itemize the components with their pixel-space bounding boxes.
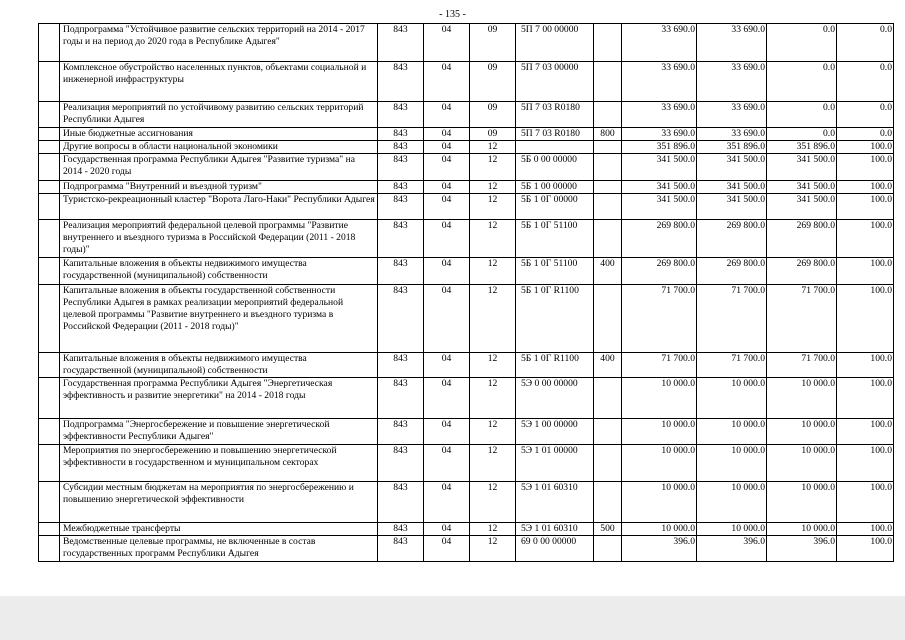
item-name-cell: Туристско-рекреационный кластер "Ворота Лаго-Наки" Республики Адыгея — [60, 194, 378, 220]
amount-1-cell: 351 896.0 — [622, 141, 697, 154]
amount-3-cell: 10 000.0 — [767, 419, 837, 445]
row-blank-cell — [39, 258, 60, 285]
row-blank-cell — [39, 181, 60, 194]
scan-bottom-margin — [0, 596, 905, 640]
section-code-cell: 04 — [424, 445, 470, 482]
table-row — [39, 154, 894, 181]
percent-cell: 100.0 — [837, 154, 894, 181]
section-code-cell: 04 — [424, 482, 470, 523]
target-article-code-cell: 5Э 1 01 00000 — [516, 445, 594, 482]
percent-cell: 100.0 — [837, 482, 894, 523]
amount-1-cell: 269 800.0 — [622, 258, 697, 285]
amount-2-cell: 341 500.0 — [697, 194, 767, 220]
row-blank-cell — [39, 128, 60, 141]
subsection-code-cell: 12 — [470, 523, 516, 536]
dept-code-cell: 843 — [378, 62, 424, 102]
dept-code-cell: 843 — [378, 445, 424, 482]
percent-cell: 100.0 — [837, 523, 894, 536]
budget-table — [38, 23, 894, 562]
percent-cell: 100.0 — [837, 220, 894, 258]
subsection-code-cell: 12 — [470, 181, 516, 194]
amount-1-cell: 10 000.0 — [622, 482, 697, 523]
expense-type-code-cell — [594, 220, 622, 258]
expense-type-code-cell — [594, 536, 622, 562]
percent-cell: 100.0 — [837, 258, 894, 285]
section-code-cell: 04 — [424, 220, 470, 258]
expense-type-code-cell — [594, 62, 622, 102]
expense-type-code-cell: 400 — [594, 258, 622, 285]
row-blank-cell — [39, 285, 60, 353]
amount-3-cell: 10 000.0 — [767, 523, 837, 536]
subsection-code-cell: 12 — [470, 445, 516, 482]
target-article-code-cell: 5Б 1 0Г R1100 — [516, 285, 594, 353]
target-article-code-cell — [516, 141, 594, 154]
row-blank-cell — [39, 482, 60, 523]
target-article-code-cell: 5Э 0 00 00000 — [516, 378, 594, 419]
percent-cell: 100.0 — [837, 378, 894, 419]
amount-3-cell: 0.0 — [767, 24, 837, 62]
dept-code-cell: 843 — [378, 128, 424, 141]
section-code-cell: 04 — [424, 141, 470, 154]
amount-3-cell: 341 500.0 — [767, 154, 837, 181]
amount-2-cell: 71 700.0 — [697, 353, 767, 378]
amount-3-cell: 10 000.0 — [767, 482, 837, 523]
amount-3-cell: 269 800.0 — [767, 258, 837, 285]
percent-cell: 100.0 — [837, 445, 894, 482]
amount-3-cell: 0.0 — [767, 128, 837, 141]
subsection-code-cell: 09 — [470, 62, 516, 102]
section-code-cell: 04 — [424, 154, 470, 181]
dept-code-cell: 843 — [378, 482, 424, 523]
expense-type-code-cell — [594, 445, 622, 482]
amount-2-cell: 269 800.0 — [697, 220, 767, 258]
target-article-code-cell: 5Б 1 0Г R1100 — [516, 353, 594, 378]
subsection-code-cell: 12 — [470, 419, 516, 445]
amount-2-cell: 10 000.0 — [697, 445, 767, 482]
target-article-code-cell: 5П 7 03 00000 — [516, 62, 594, 102]
dept-code-cell: 843 — [378, 285, 424, 353]
expense-type-code-cell — [594, 181, 622, 194]
amount-3-cell: 10 000.0 — [767, 378, 837, 419]
table-row — [39, 220, 894, 258]
dept-code-cell: 843 — [378, 523, 424, 536]
table-row — [39, 141, 894, 154]
percent-cell: 100.0 — [837, 141, 894, 154]
amount-1-cell: 341 500.0 — [622, 194, 697, 220]
percent-cell: 0.0 — [837, 24, 894, 62]
row-blank-cell — [39, 24, 60, 62]
row-blank-cell — [39, 419, 60, 445]
item-name-cell: Капитальные вложения в объекты недвижимого имущества государственной (муниципальной) собственности — [60, 258, 378, 285]
percent-cell: 100.0 — [837, 419, 894, 445]
expense-type-code-cell — [594, 154, 622, 181]
section-code-cell: 04 — [424, 523, 470, 536]
subsection-code-cell: 09 — [470, 24, 516, 62]
subsection-code-cell: 12 — [470, 154, 516, 181]
percent-cell: 100.0 — [837, 536, 894, 562]
expense-type-code-cell — [594, 419, 622, 445]
item-name-cell: Субсидии местным бюджетам на мероприятия по энергосбережению и повышению энергетической эффективности — [60, 482, 378, 523]
amount-1-cell: 396.0 — [622, 536, 697, 562]
amount-1-cell: 33 690.0 — [622, 62, 697, 102]
dept-code-cell: 843 — [378, 102, 424, 128]
amount-1-cell: 10 000.0 — [622, 445, 697, 482]
table-row — [39, 285, 894, 353]
row-blank-cell — [39, 194, 60, 220]
amount-3-cell: 341 500.0 — [767, 194, 837, 220]
item-name-cell: Капитальные вложения в объекты государственной собственности Республики Адыгея в рамках реализации мероприятий федеральной целевой программы "Развитие внутреннего и въездного туризма в Российской Федерации (2011 - 2018 годы)" — [60, 285, 378, 353]
expense-type-code-cell — [594, 24, 622, 62]
expense-type-code-cell: 800 — [594, 128, 622, 141]
amount-3-cell: 269 800.0 — [767, 220, 837, 258]
item-name-cell: Подпрограмма "Устойчивое развитие сельских территорий на 2014 - 2017 годы и на период до 2020 года в Республике Адыгея" — [60, 24, 378, 62]
item-name-cell: Подпрограмма "Внутренний и въездной туризм" — [60, 181, 378, 194]
item-name-cell: Государственная программа Республики Адыгея "Развитие туризма" на 2014 - 2020 годы — [60, 154, 378, 181]
amount-1-cell: 341 500.0 — [622, 181, 697, 194]
amount-2-cell: 341 500.0 — [697, 181, 767, 194]
subsection-code-cell: 12 — [470, 285, 516, 353]
table-row — [39, 62, 894, 102]
target-article-code-cell: 5Б 1 0Г 51100 — [516, 258, 594, 285]
item-name-cell: Реализация мероприятий по устойчивому развитию сельских территорий Республики Адыгея — [60, 102, 378, 128]
amount-1-cell: 269 800.0 — [622, 220, 697, 258]
amount-3-cell: 71 700.0 — [767, 285, 837, 353]
table-row — [39, 128, 894, 141]
target-article-code-cell: 5Б 0 00 00000 — [516, 154, 594, 181]
amount-1-cell: 33 690.0 — [622, 102, 697, 128]
section-code-cell: 04 — [424, 181, 470, 194]
table-row — [39, 353, 894, 378]
amount-3-cell: 351 896.0 — [767, 141, 837, 154]
item-name-cell: Межбюджетные трансферты — [60, 523, 378, 536]
dept-code-cell: 843 — [378, 24, 424, 62]
subsection-code-cell: 12 — [470, 378, 516, 419]
expense-type-code-cell: 500 — [594, 523, 622, 536]
dept-code-cell: 843 — [378, 141, 424, 154]
expense-type-code-cell — [594, 141, 622, 154]
target-article-code-cell: 5П 7 03 R0180 — [516, 102, 594, 128]
row-blank-cell — [39, 523, 60, 536]
subsection-code-cell: 12 — [470, 141, 516, 154]
amount-2-cell: 10 000.0 — [697, 419, 767, 445]
amount-1-cell: 33 690.0 — [622, 24, 697, 62]
item-name-cell: Иные бюджетные ассигнования — [60, 128, 378, 141]
item-name-cell: Государственная программа Республики Адыгея "Энергетическая эффективность и развитие энергетики" на 2014 - 2018 годы — [60, 378, 378, 419]
row-blank-cell — [39, 141, 60, 154]
percent-cell: 0.0 — [837, 62, 894, 102]
amount-1-cell: 10 000.0 — [622, 523, 697, 536]
subsection-code-cell: 12 — [470, 353, 516, 378]
dept-code-cell: 843 — [378, 181, 424, 194]
item-name-cell: Подпрограмма "Энергосбережение и повышение энергетической эффективности Республики Адыгея" — [60, 419, 378, 445]
dept-code-cell: 843 — [378, 258, 424, 285]
section-code-cell: 04 — [424, 194, 470, 220]
amount-2-cell: 33 690.0 — [697, 128, 767, 141]
table-row — [39, 419, 894, 445]
dept-code-cell: 843 — [378, 353, 424, 378]
percent-cell: 100.0 — [837, 285, 894, 353]
table-row — [39, 445, 894, 482]
row-blank-cell — [39, 102, 60, 128]
section-code-cell: 04 — [424, 128, 470, 141]
subsection-code-cell: 12 — [470, 220, 516, 258]
item-name-cell: Капитальные вложения в объекты недвижимого имущества государственной (муниципальной) собственности — [60, 353, 378, 378]
subsection-code-cell: 12 — [470, 536, 516, 562]
row-blank-cell — [39, 445, 60, 482]
percent-cell: 100.0 — [837, 181, 894, 194]
amount-2-cell: 10 000.0 — [697, 523, 767, 536]
table-row — [39, 258, 894, 285]
section-code-cell: 04 — [424, 258, 470, 285]
expense-type-code-cell — [594, 194, 622, 220]
table-row — [39, 536, 894, 562]
target-article-code-cell: 5П 7 03 R0180 — [516, 128, 594, 141]
amount-1-cell: 33 690.0 — [622, 128, 697, 141]
amount-2-cell: 10 000.0 — [697, 482, 767, 523]
row-blank-cell — [39, 62, 60, 102]
subsection-code-cell: 09 — [470, 128, 516, 141]
row-blank-cell — [39, 220, 60, 258]
amount-2-cell: 396.0 — [697, 536, 767, 562]
dept-code-cell: 843 — [378, 536, 424, 562]
row-blank-cell — [39, 154, 60, 181]
table-row — [39, 482, 894, 523]
item-name-cell: Реализация мероприятий федеральной целевой программы "Развитие внутреннего и въездного туризма в Российской Федерации (2011 - 2018 годы)" — [60, 220, 378, 258]
table-row — [39, 181, 894, 194]
amount-1-cell: 10 000.0 — [622, 419, 697, 445]
amount-3-cell: 0.0 — [767, 102, 837, 128]
target-article-code-cell: 5Э 1 01 60310 — [516, 482, 594, 523]
dept-code-cell: 843 — [378, 378, 424, 419]
row-blank-cell — [39, 378, 60, 419]
table-row — [39, 378, 894, 419]
amount-1-cell: 71 700.0 — [622, 353, 697, 378]
row-blank-cell — [39, 536, 60, 562]
target-article-code-cell: 5Б 1 00 00000 — [516, 181, 594, 194]
section-code-cell: 04 — [424, 285, 470, 353]
section-code-cell: 04 — [424, 378, 470, 419]
amount-3-cell: 0.0 — [767, 62, 837, 102]
section-code-cell: 04 — [424, 536, 470, 562]
amount-3-cell: 341 500.0 — [767, 181, 837, 194]
dept-code-cell: 843 — [378, 154, 424, 181]
table-row — [39, 194, 894, 220]
dept-code-cell: 843 — [378, 220, 424, 258]
amount-1-cell: 341 500.0 — [622, 154, 697, 181]
page-number: - 135 - — [439, 9, 466, 20]
amount-2-cell: 10 000.0 — [697, 378, 767, 419]
expense-type-code-cell — [594, 285, 622, 353]
amount-1-cell: 71 700.0 — [622, 285, 697, 353]
target-article-code-cell: 5Э 1 01 60310 — [516, 523, 594, 536]
amount-2-cell: 351 896.0 — [697, 141, 767, 154]
amount-2-cell: 33 690.0 — [697, 62, 767, 102]
item-name-cell: Другие вопросы в области национальной экономики — [60, 141, 378, 154]
amount-2-cell: 71 700.0 — [697, 285, 767, 353]
amount-3-cell: 10 000.0 — [767, 445, 837, 482]
item-name-cell: Мероприятия по энергосбережению и повышению энергетической эффективности в государственном и муниципальном секторах — [60, 445, 378, 482]
target-article-code-cell: 5Э 1 00 00000 — [516, 419, 594, 445]
row-blank-cell — [39, 353, 60, 378]
target-article-code-cell: 5Б 1 0Г 51100 — [516, 220, 594, 258]
section-code-cell: 04 — [424, 24, 470, 62]
percent-cell: 100.0 — [837, 353, 894, 378]
expense-type-code-cell: 400 — [594, 353, 622, 378]
table-row — [39, 102, 894, 128]
subsection-code-cell: 09 — [470, 102, 516, 128]
item-name-cell: Комплексное обустройство населенных пунктов, объектами социальной и инженерной инфраструктуры — [60, 62, 378, 102]
amount-1-cell: 10 000.0 — [622, 378, 697, 419]
amount-3-cell: 396.0 — [767, 536, 837, 562]
section-code-cell: 04 — [424, 62, 470, 102]
expense-type-code-cell — [594, 482, 622, 523]
expense-type-code-cell — [594, 378, 622, 419]
dept-code-cell: 843 — [378, 419, 424, 445]
dept-code-cell: 843 — [378, 194, 424, 220]
amount-3-cell: 71 700.0 — [767, 353, 837, 378]
target-article-code-cell: 5П 7 00 00000 — [516, 24, 594, 62]
target-article-code-cell: 69 0 00 00000 — [516, 536, 594, 562]
section-code-cell: 04 — [424, 353, 470, 378]
section-code-cell: 04 — [424, 102, 470, 128]
amount-2-cell: 33 690.0 — [697, 24, 767, 62]
section-code-cell: 04 — [424, 419, 470, 445]
percent-cell: 0.0 — [837, 102, 894, 128]
percent-cell: 0.0 — [837, 128, 894, 141]
amount-2-cell: 269 800.0 — [697, 258, 767, 285]
subsection-code-cell: 12 — [470, 482, 516, 523]
percent-cell: 100.0 — [837, 194, 894, 220]
target-article-code-cell: 5Б 1 0Г 00000 — [516, 194, 594, 220]
subsection-code-cell: 12 — [470, 258, 516, 285]
expense-type-code-cell — [594, 102, 622, 128]
table-row — [39, 523, 894, 536]
amount-2-cell: 341 500.0 — [697, 154, 767, 181]
amount-2-cell: 33 690.0 — [697, 102, 767, 128]
item-name-cell: Ведомственные целевые программы, не включенные в состав государственных программ Республики Адыгея — [60, 536, 378, 562]
table-row — [39, 24, 894, 62]
subsection-code-cell: 12 — [470, 194, 516, 220]
